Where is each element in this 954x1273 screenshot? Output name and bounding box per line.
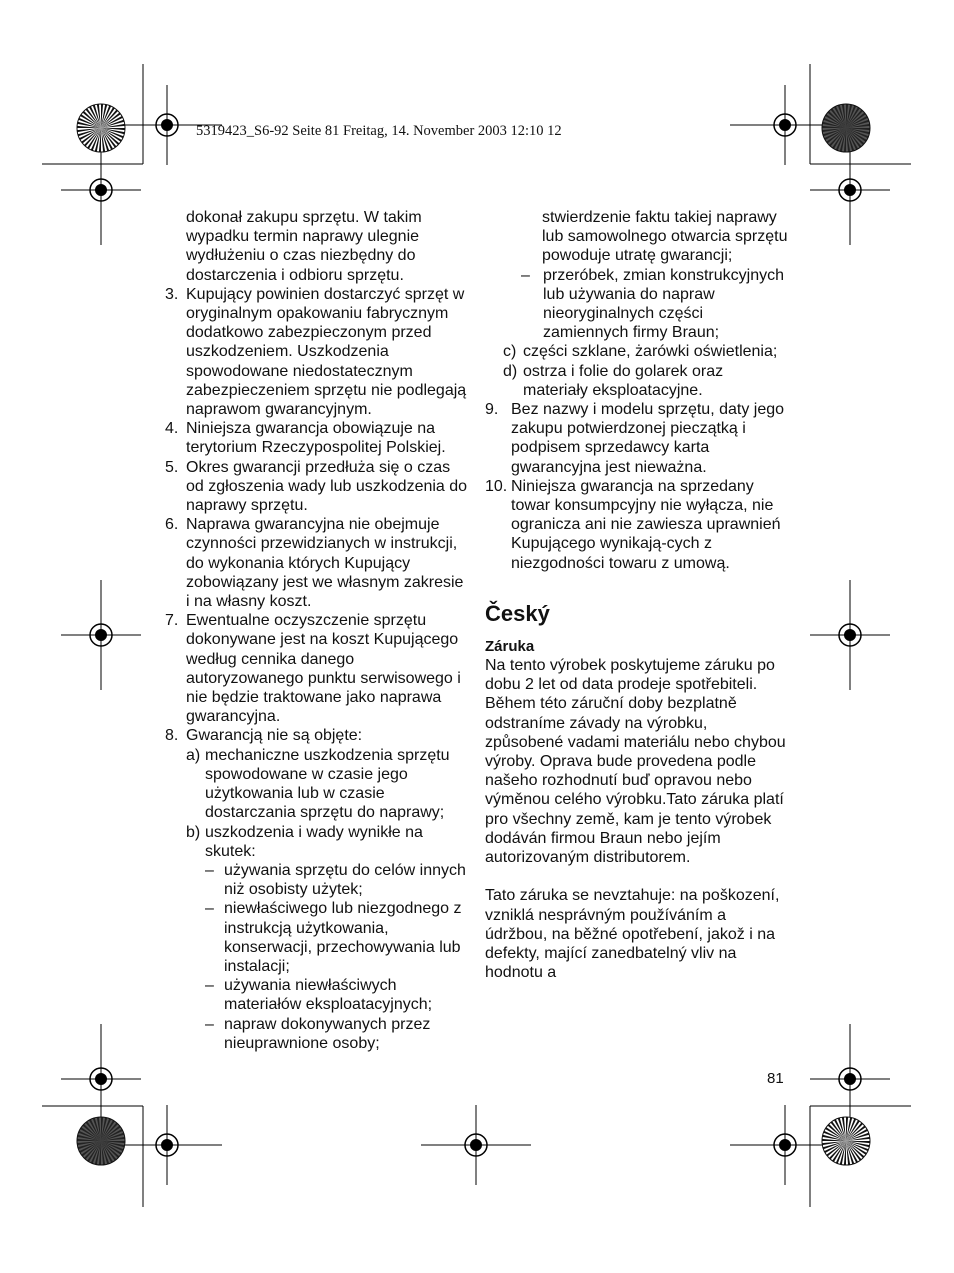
exclusions-paragraph: Tato záruka se nevztahuje: na poškození, vzniklá nesprávným používáním a údržbou, na běžné opotřebení, jakož i na defekty, mající zanedbatelný vliv na hodnotu a (485, 887, 780, 982)
warranty-paragraph: Na tento výrobek poskytujeme záruku po dobu 2 let od data prodeje spotřebiteli. Během této záruční doby bezplatně odstraníme závady na výrobku, způsobené vadami materiálu nebo chybou výroby. Oprava bude provedena podle našeho rozhodnutí buď opravou nebo výměnou celého výrobku.Tato záruka platí pro všechny země, kam je tento výrobek dodáván firmou Braun nebo jejím autorizovaným distributorem. (485, 657, 786, 867)
list-item: 3. Kupujący powinien dostarczyć sprzęt w oryginalnym opakowaniu fabrycznym dodatkowo zabezpieczonym przed uszkodzeniem. Uszkodzenia spowodowane niedostatecznym zabezpieczeniem sprzętu nie podlegają naprawom gwarancyjnym. (165, 285, 467, 419)
dash-item: – używania niewłaściwych materiałów eksploatacyjnych; (205, 977, 433, 1014)
right-column (485, 208, 790, 982)
dash-item: – napraw dokonywanych przez nieuprawnione osoby; (205, 1015, 431, 1052)
print-header: 5319423_S6-92 Seite 81 Freitag, 14. November 2003 12:10 12 (196, 123, 562, 139)
list-item: 4. Niniejsza gwarancja obowiązuje na terytorium Rzeczypospolitej Polskiej. (165, 420, 446, 457)
starburst-target (77, 104, 125, 152)
starburst-target (822, 1117, 870, 1165)
sub-item-a: a) mechaniczne uszkodzenia sprzętu spowodowane w czasie jego użytkowania lub w czasie dostarczania sprzętu do naprawy; (186, 746, 450, 822)
registration-mark (810, 580, 890, 690)
paragraph-gap (485, 867, 790, 886)
section-subtitle: Záruka (485, 637, 535, 655)
registration-mark (112, 1105, 222, 1185)
dash-item: – niewłaściwego lub niezgodnego z instrukcją użytkowania, konserwacji, przechowywania lub instalacji; (205, 900, 462, 975)
page-number: 81 (767, 1070, 784, 1087)
sub-item-c: c) części szklane, żarówki oświetlenia; (503, 343, 778, 361)
list-item: 6. Naprawa gwarancyjna nie obejmuje czynności przewidzianych w instrukcji, do wykonania których Kupujący zobowiązany jest we własnym zakresie i na własny koszt. (165, 516, 464, 611)
dash-item: – przeróbek, zmian konstrukcyjnych lub używania do napraw nieoryginalnych części zamiennych firmy Braun; (521, 266, 784, 342)
sub-item-d: d) ostrza i folie do golarek oraz materiały eksploatacyjne. (503, 362, 724, 399)
continued-paragraph: stwierdzenie faktu takiej naprawy lub samowolnego otwarcia sprzętu powoduje utratę gwarancji; (542, 209, 788, 265)
left-column (165, 208, 470, 1053)
starburst-target (77, 1117, 125, 1165)
registration-mark (421, 1105, 531, 1185)
list-item: 10. Niniejsza gwarancja na sprzedany towar konsumpcyjny nie wyłącza, nie ogranicza ani nie zawiesza uprawnień Kupującego wynikają-cych z niezgodności towaru z umową. (485, 477, 781, 572)
list-item: 8. Gwarancją nie są objęte: (165, 727, 363, 745)
starburst-target (822, 104, 870, 152)
sub-item-b: b) uszkodzenia i wady wynikłe na skutek: (186, 823, 423, 860)
registration-mark (61, 580, 141, 690)
list-item: 5. Okres gwarancji przedłuża się o czas od zgłoszenia wady lub uszkodzenia do naprawy sprzętu. (165, 458, 468, 515)
intro-paragraph: dokonał zakupu sprzętu. W takim wypadku termin naprawy ulegnie wydłużeniu o czas niezbędny do dostarczenia i odbioru sprzętu. (186, 209, 422, 284)
dash-item: – używania sprzętu do celów innych niż osobisty użytek; (205, 861, 466, 899)
list-item: 9. Bez nazwy i modelu sprzętu, daty jego zakupu potwierdzonej pieczątką i podpisem sprzedawcy karta gwarancyjna jest nieważna. (485, 401, 785, 476)
section-title: Český (485, 600, 550, 626)
list-item: 7. Ewentualne oczyszczenie sprzętu dokonywane jest na koszt Kupującego według cennika danego autoryzowanego punktu serwisowego i nie będzie traktowane jako naprawa gwarancyjna. (165, 612, 461, 726)
